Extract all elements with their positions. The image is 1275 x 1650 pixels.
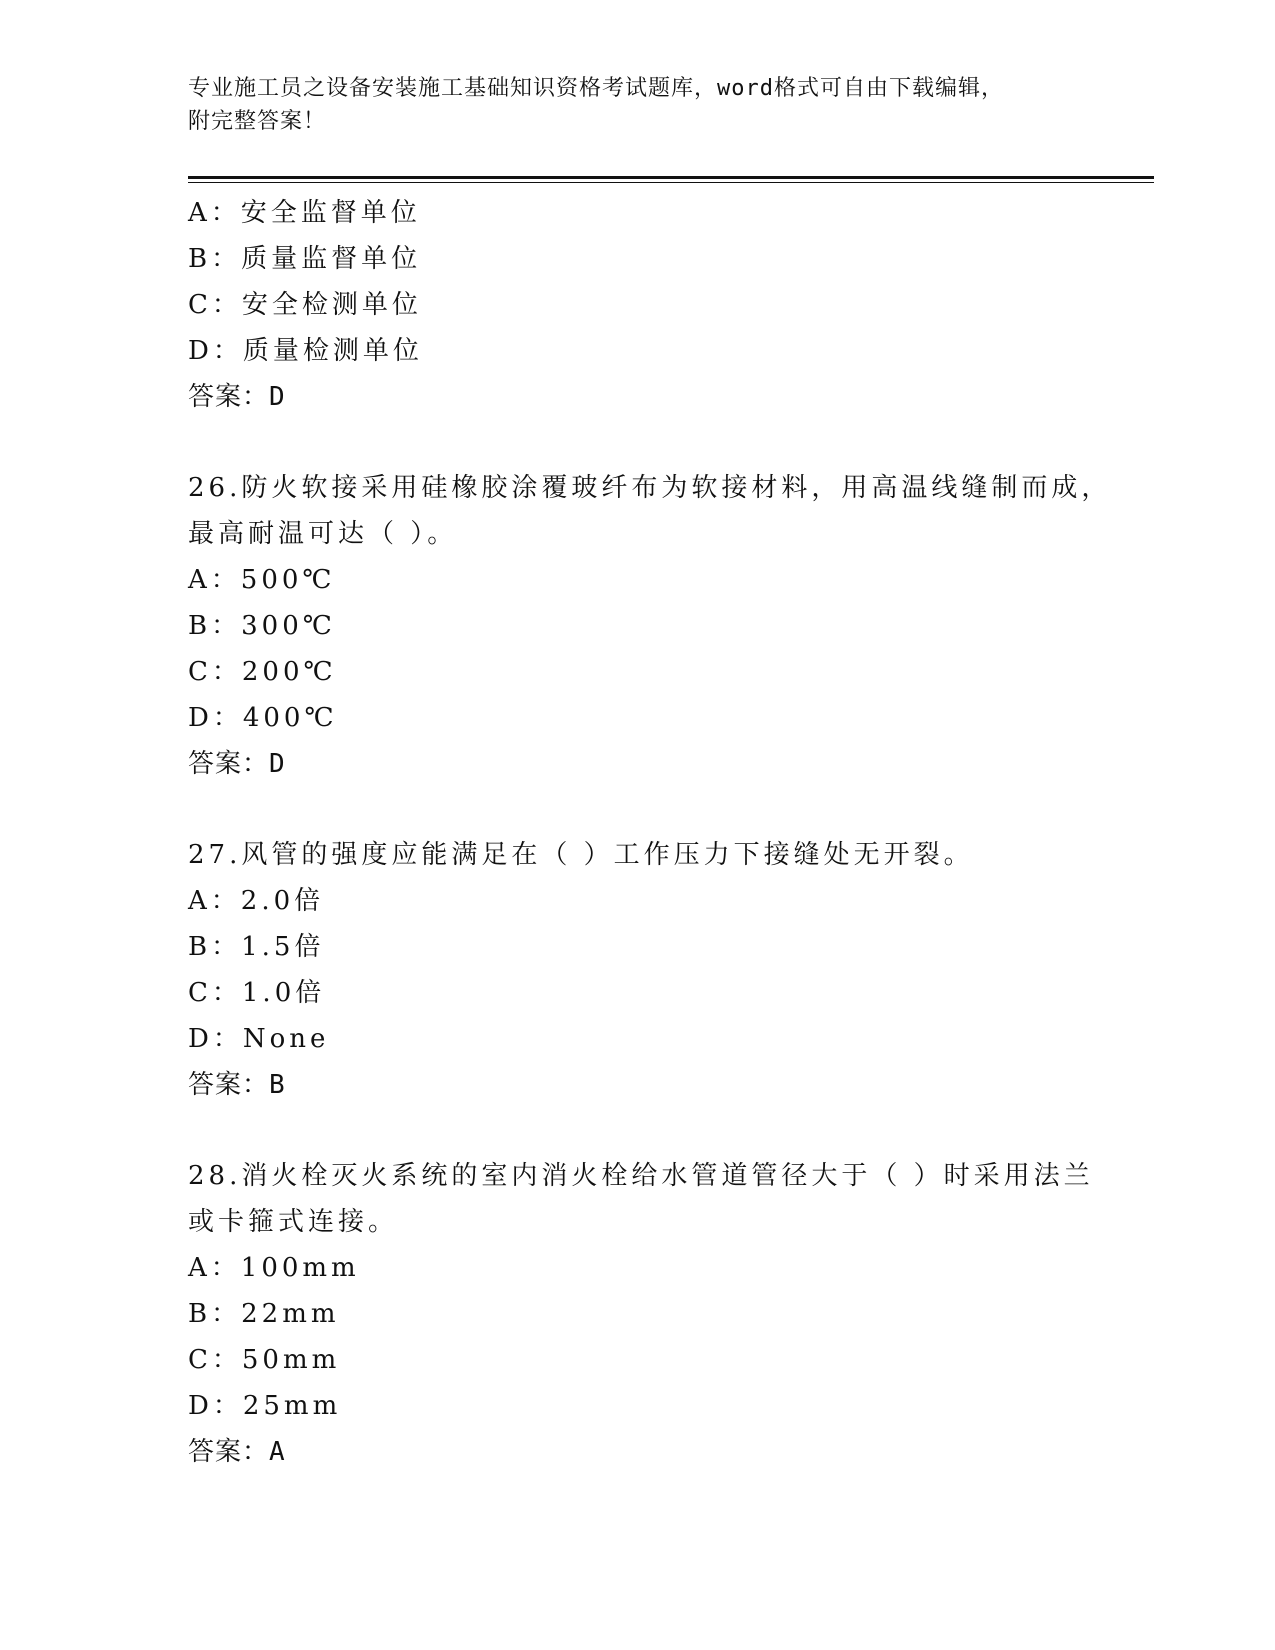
answer-line: 答案：B: [188, 1070, 286, 1100]
answer-line: 答案：D: [188, 749, 286, 779]
option-b: B：22mm: [188, 1299, 340, 1329]
question-26: [188, 465, 1112, 787]
option-a: A：安全监督单位: [188, 198, 421, 228]
option-b: B：质量监督单位: [188, 244, 422, 274]
option-a: A：2.0倍: [188, 886, 325, 916]
question-list: [188, 190, 1112, 1475]
option-a: A：500℃: [188, 565, 336, 595]
document-header: [188, 72, 1068, 138]
option-d: D：400℃: [188, 703, 338, 733]
question-28: [188, 1153, 1094, 1475]
answer-line: 答案：D: [188, 382, 286, 412]
header-line-1: 专业施工员之设备安装施工基础知识资格考试题库，word格式可自由下载编辑，: [188, 76, 1004, 101]
option-c: C：安全检测单位: [188, 290, 422, 320]
option-c: C：1.0倍: [188, 978, 326, 1008]
header-divider-thin: [188, 182, 1154, 183]
question-25: [188, 190, 1088, 420]
option-d: D：质量检测单位: [188, 336, 423, 366]
question-text-line-1: 28.消火栓灭火系统的室内消火栓给水管道管径大于（ ）时采用法兰: [188, 1161, 1094, 1191]
question-text-line-1: 26.防火软接采用硅橡胶涂覆玻纤布为软接材料，用高温线缝制而成，: [188, 473, 1112, 503]
option-c: C：50mm: [188, 1345, 341, 1375]
question-text-line-2: 或卡箍式连接。: [188, 1207, 399, 1237]
option-c: C：200℃: [188, 657, 337, 687]
option-d: D：25mm: [188, 1391, 342, 1421]
option-b: B：1.5倍: [188, 932, 325, 962]
question-27: [188, 832, 1088, 1108]
header-line-2: 附完整答案！: [188, 109, 327, 134]
question-text-line-2: 最高耐温可达（ ）。: [188, 519, 458, 549]
header-divider-thick: [188, 176, 1154, 179]
option-d: D：None: [188, 1024, 330, 1054]
question-text-line-1: 27.风管的强度应能满足在（ ）工作压力下接缝处无开裂。: [188, 840, 974, 870]
option-b: B：300℃: [188, 611, 336, 641]
answer-line: 答案：A: [188, 1437, 286, 1467]
option-a: A：100mm: [188, 1253, 360, 1283]
